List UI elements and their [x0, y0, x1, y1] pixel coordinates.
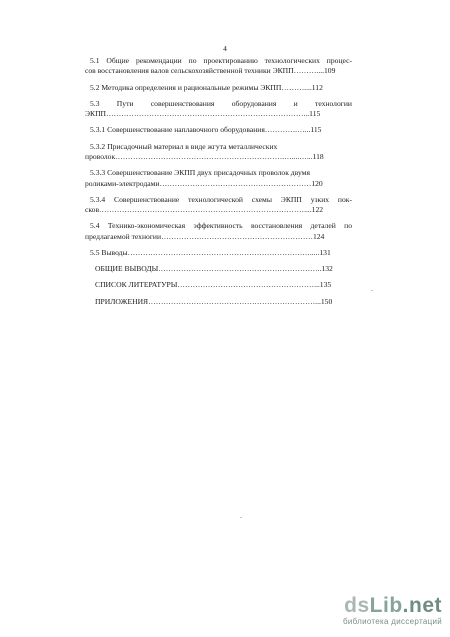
logo-wordmark	[330, 595, 442, 616]
toc-entry-5-3-2	[85, 142, 352, 163]
toc-entry-5-3-3	[85, 168, 352, 189]
toc-line: ОБЩИЕ ВЫВОДЫ………………………………………………………..132	[95, 264, 333, 274]
toc-entry-general-conclusions	[85, 264, 352, 274]
toc-entry-5-2	[85, 83, 352, 93]
toc-entry-5-3	[85, 99, 352, 120]
toc-entry-appendices	[85, 297, 352, 307]
toc-line: 5.5 Выводы……………………………………………………………….....131	[90, 248, 331, 258]
toc-entry-5-5	[85, 248, 352, 258]
logo-part: ds	[344, 594, 370, 617]
toc-line: 5.2 Методика определения и рациональные режимы ЭКПП………....112	[90, 82, 323, 92]
toc-line: СПИСОК ЛИТЕРАТУРЫ………………………………………………...135	[95, 280, 332, 290]
toc-line: сков………………………………………………………………………....122	[85, 205, 324, 215]
scan-speck	[240, 517, 242, 518]
toc-entry-references	[85, 280, 352, 290]
toc-line: 5.3 Пути совершенствования оборудования и технологии	[90, 98, 352, 108]
scan-speck	[371, 290, 373, 291]
toc-line: 5.3.3 Совершенствование ЭКПП двух присадочных проволок двумя	[90, 168, 310, 178]
toc-line: 5.3.4 Совершенствование технологической схемы ЭКПП узких пок-	[90, 194, 352, 204]
toc-entry-5-3-4	[85, 195, 352, 216]
toc-line: проволок………………………………………………………….…....…...118	[85, 152, 324, 162]
page-number: 4	[223, 44, 227, 53]
toc-line: 5.3.2 Присадочный материал в виде жгута металлических	[90, 141, 278, 151]
dslib-watermark-logo	[330, 595, 442, 629]
toc-line: сов восстановления валов сельскохозяйственной техники ЭКПП………....109	[85, 66, 336, 76]
logo-part: Lib	[369, 594, 403, 617]
toc-line: ПРИЛОЖЕНИЯ…………………………………………………………...150	[95, 296, 333, 306]
toc-line: 5.3.1 Совершенствование наплавочного оборудования………….…...115	[90, 125, 322, 135]
logo-tagline: библиотека диссертаций	[342, 617, 442, 626]
toc-line: предлагаемой техногии……………………………………………………124	[85, 231, 325, 241]
toc-entry-5-1	[85, 56, 352, 77]
table-of-contents	[85, 56, 352, 313]
toc-entry-5-4	[85, 221, 352, 242]
toc-entry-5-3-1	[85, 125, 352, 135]
toc-line: ЭКПП……………………………………………………………………...115	[85, 109, 321, 119]
toc-line: 5.4 Технико-экономическая эффективность восстановления деталей по	[90, 221, 352, 231]
toc-line: 5.1 Общие рекомендации по проектированию технологических процес-	[90, 56, 352, 65]
toc-line: роликами-электродами……………………………………………………120	[85, 178, 323, 188]
logo-part: .net	[402, 594, 442, 617]
